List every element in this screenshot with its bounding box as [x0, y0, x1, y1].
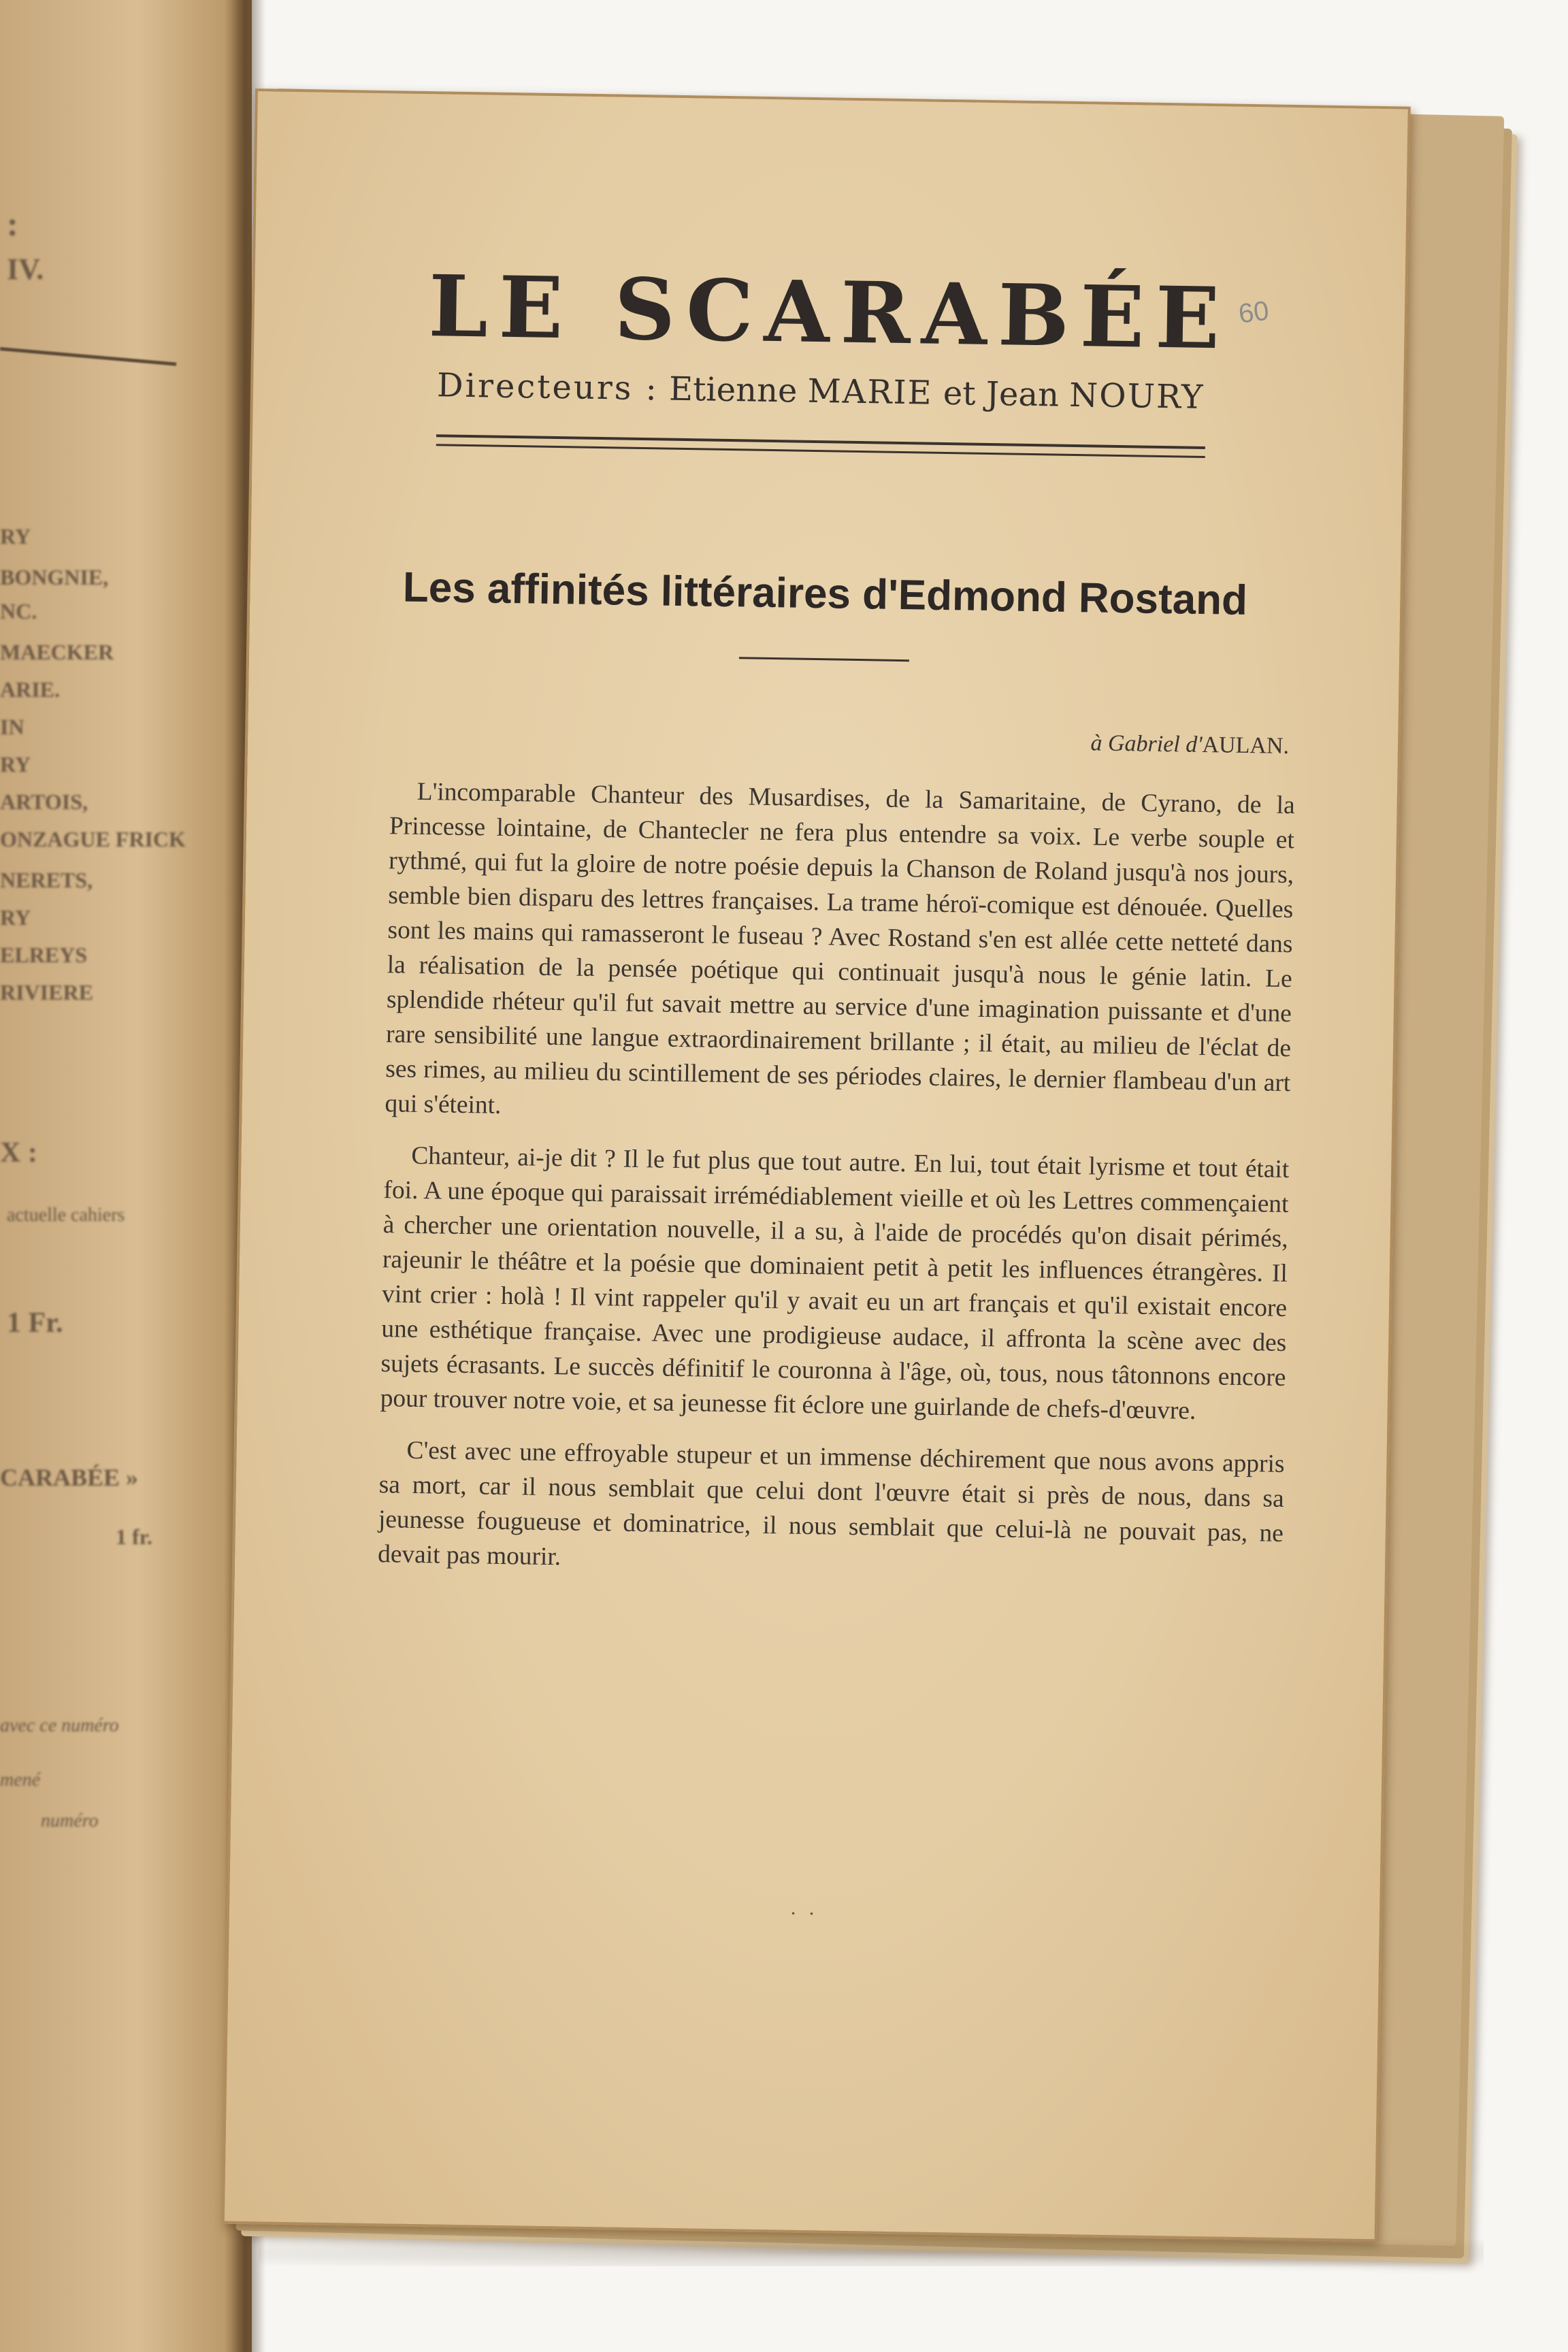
journal-title: LE SCARABÉE [427, 257, 1232, 369]
left-fragment: ARTOIS, [0, 789, 88, 814]
paragraph: L'incomparable Chanteur des Musardises, de la Samaritaine, de Cyrano, de la Princesse lointaine, de Chantecler ne fera plus entendre sa voix. Le verbe souple et rythmé, qui fut la gloire de notre poésie depuis la Chanson de Roland jusqu'à nos jours, semble bien disparu des lettres françaises. La trame héroï-comique est dénouée. Quelles sont les mains qui ramasseront le fuseau ? Avec Rostand s'en est allée cette netteté dans la réalisation de la pensée poétique qui continuait jusqu'à nous le génie latin. Le splendide rhéteur qu'il fut savait mettre au service d'une imagination puissante et d'une rare sensibilité une langue extraordinairement brillante ; il était, au milieu de l'éclat de ses rimes, au milieu du scintillement de ses périodes claires, le dernier flambeau d'un art qui s'éteint. [385, 777, 1295, 1120]
left-fragment: IV. [7, 252, 44, 286]
directors-line [437, 366, 1205, 416]
left-fragment: ARIE. [0, 677, 61, 702]
left-fragment: CARABÉE » [0, 1464, 139, 1491]
paragraph: C'est avec une effroyable stupeur et un immense déchirement que nous avons appris sa mort, car il nous semblait que celui dont l'œuvre était si près de nous, dans sa jeunesse fougueuse et dominatrice, il nous semblait que celui-là ne pouvait pas, ne devait pas mourir. [377, 1436, 1285, 1571]
paragraph: Chanteur, ai-je dit ? Il le fut plus que tout autre. En lui, tout était lyrisme et tout était foi. A une époque qui paraissait irrémédiablement vieille et où les Lettres commençaient à chercher une orientation nouvelle, il a su, à l'aide de procédés qu'on disait périmés, rajeunir le théâtre et la poésie que dominaient petit à petit les influences étrangères. Il vint crier : holà ! Il vint rappeler qu'il y avait eu un art français et qu'il existait encore une esthétique française. Avec une prodigieuse audace, il affronta la scène avec des sujets écrasants. Le succès définitif le couronna à l'âge, où, tous, nous tâtonnons encore pour trouver notre voie, et sa jeunesse fit éclore une guirlande de chefs-d'œuvre. [380, 1141, 1290, 1425]
director2-last: NOURY [1068, 376, 1205, 416]
article-body [377, 774, 1295, 1603]
director1-first: Etienne [668, 370, 798, 410]
left-fragment: avec ce numéro [0, 1715, 119, 1736]
dedication [1090, 730, 1289, 760]
left-fragment: NERETS, [0, 868, 93, 892]
left-fragment: NC. [0, 599, 37, 623]
left-fragment: RY [0, 905, 31, 930]
page-shadow [259, 2239, 1484, 2266]
left-fragment: ELREYS [0, 943, 88, 967]
connector: et [943, 374, 976, 413]
left-fragment: RIVIERE [0, 980, 93, 1004]
director1-last: MARIE [807, 372, 934, 412]
left-fragment: RY [0, 752, 31, 777]
left-fragment: MAECKER [0, 640, 114, 664]
directors-label: Directeurs : [436, 366, 659, 408]
article-title: Les affinités littéraires d'Edmond Rostand [402, 564, 1248, 624]
left-fragment: 1 Fr. [7, 1307, 63, 1339]
left-fragment: actuelle cahiers [7, 1205, 125, 1226]
left-fragment: mené [0, 1769, 41, 1791]
left-fragment: IN [0, 715, 24, 739]
left-rule [0, 347, 176, 366]
left-fragment: ONZAGUE FRICK [0, 827, 186, 851]
director2-first: Jean [985, 374, 1060, 414]
left-fragment: numéro [41, 1810, 99, 1831]
left-fragment: 1 fr. [116, 1524, 152, 1549]
left-fragment: : [7, 205, 18, 243]
end-mark: . . [790, 1896, 819, 1920]
pencil-note: 60 [1236, 295, 1271, 329]
left-facing-page [0, 0, 252, 2352]
left-fragment: X : [0, 1137, 37, 1169]
title-rule [739, 657, 909, 662]
dedication-name: AULAN. [1202, 732, 1290, 759]
left-fragment: RY [0, 524, 31, 549]
left-fragment: BONGNIE, [0, 565, 109, 589]
dedication-prefix: à Gabriel d' [1090, 730, 1203, 757]
journal-page [222, 88, 1411, 2242]
